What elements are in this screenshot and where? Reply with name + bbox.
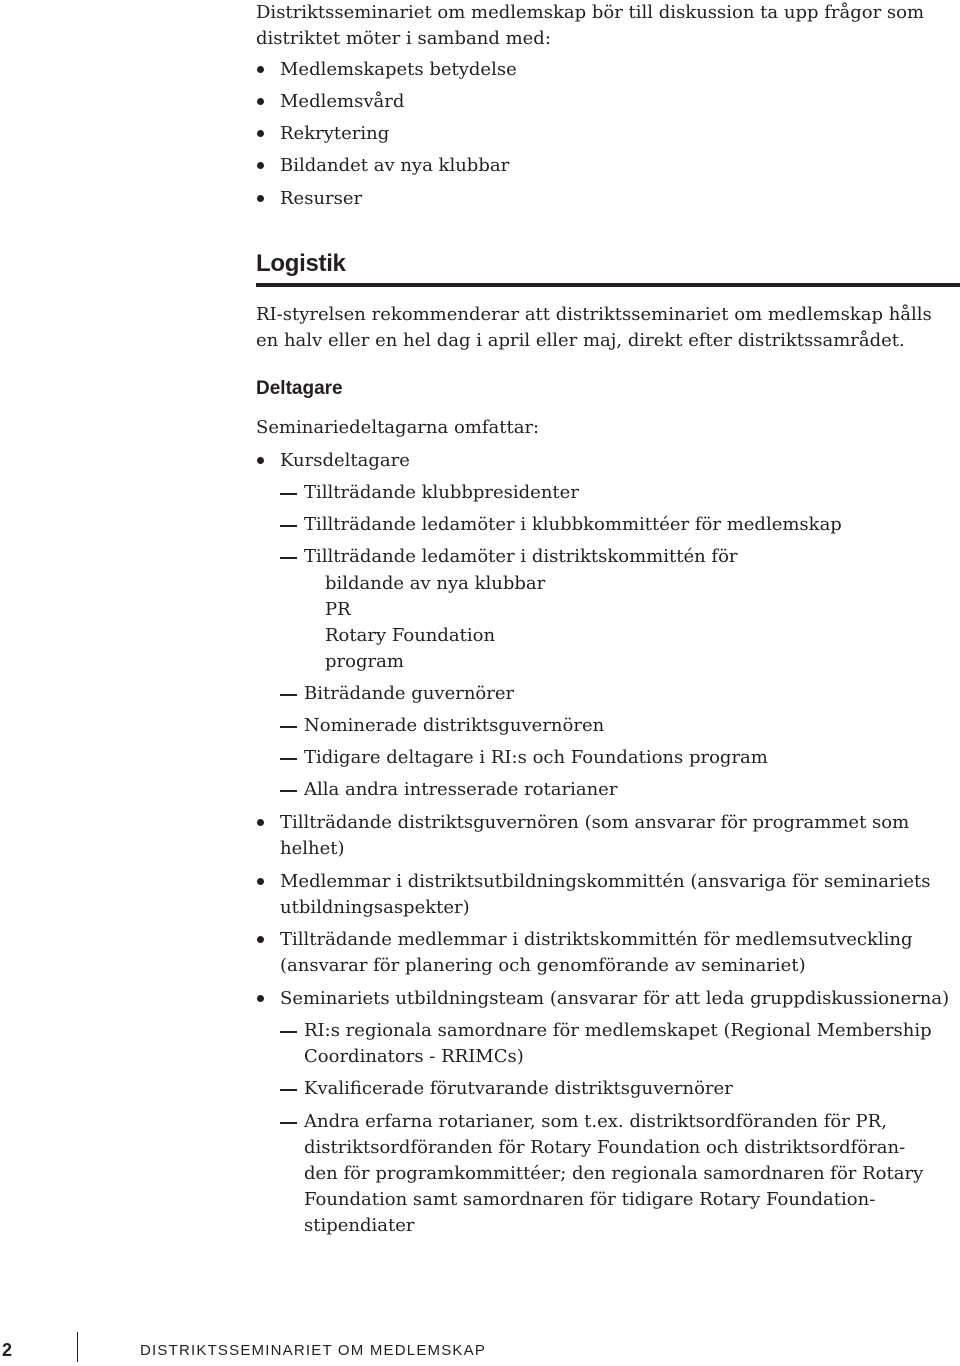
intro-line-1: Distriktsseminariet om medlemskap bör till diskussion ta upp frågor som: [256, 2, 925, 23]
dash-icon: [280, 758, 297, 760]
bullet-icon: [257, 66, 264, 73]
nested-item: program: [325, 651, 404, 672]
dash-icon: [280, 1122, 297, 1124]
logistik-line-2: en halv eller en hel dag i april eller maj, direkt efter distriktssamrådet.: [256, 330, 905, 351]
deltagare-intro: Seminariedeltagarna omfattar:: [256, 417, 540, 438]
page-number: 2: [2, 1340, 13, 1360]
list-item-text: Tillträdande distriktsguvernören (som ansvarar för programmet som: [280, 812, 910, 833]
bullet-icon: [257, 130, 264, 137]
sub-list-item: Biträdande guvernörer: [304, 683, 515, 704]
nested-item: bildande av nya klubbar: [325, 573, 546, 594]
dash-icon: [280, 525, 297, 527]
sub-list-item: Kvalificerade förutvarande distriktsguvernörer: [304, 1078, 733, 1099]
sub-list-item: distriktsordföranden för Rotary Foundation och distriktsordföran-: [304, 1137, 906, 1158]
sub-list-item: Tidigare deltagare i RI:s och Foundations program: [304, 747, 768, 768]
list-item-text: Tillträdande medlemmar i distriktskommittén för medlemsutveckling: [280, 929, 913, 950]
footer-title: DISTRIKTSSEMINARIET OM MEDLEMSKAP: [140, 1342, 487, 1359]
subsection-heading-deltagare: Deltagare: [256, 378, 343, 399]
sub-list-item: stipendiater: [304, 1215, 415, 1236]
nested-item: Rotary Foundation: [325, 625, 496, 646]
footer-divider: [77, 1332, 78, 1362]
nested-item: PR: [325, 599, 351, 620]
sub-list-item: Tillträdande ledamöter i klubbkommittéer för medlemskap: [304, 514, 842, 535]
list-item-text: Seminariets utbildningsteam (ansvarar för att leda gruppdiskussionerna): [280, 988, 950, 1009]
sub-list-item: Tillträdande klubbpresidenter: [304, 482, 579, 503]
bullet-icon: [257, 98, 264, 105]
sub-list-item: Tillträdande ledamöter i distriktskommittén för: [304, 546, 738, 567]
dash-icon: [280, 493, 297, 495]
dash-icon: [280, 557, 297, 559]
list-item-text: Bildandet av nya klubbar: [280, 155, 510, 176]
sub-list-item: Nominerade distriktsguvernören: [304, 715, 605, 736]
sub-list-item: Alla andra intresserade rotarianer: [304, 779, 618, 800]
sub-list-item: Andra erfarna rotarianer, som t.ex. distriktsordföranden för PR,: [304, 1111, 887, 1132]
intro-line-2: distriktet möter i samband med:: [256, 28, 551, 49]
sub-list-item: den för programkommittéer; den regionala samordnaren för Rotary: [304, 1163, 924, 1184]
list-item-text: Medlemmar i distriktsutbildningskommittén (ansvariga för seminariets: [280, 871, 931, 892]
logistik-line-1: RI-styrelsen rekommenderar att distriktsseminariet om medlemskap hålls: [256, 304, 932, 325]
dash-icon: [280, 1089, 297, 1091]
list-item-text: Kursdeltagare: [280, 450, 410, 471]
bullet-icon: [257, 819, 264, 826]
list-item-text: (ansvarar för planering och genomförande av seminariet): [280, 955, 806, 976]
sub-list-item: Foundation samt samordnaren för tidigare Rotary Foundation-: [304, 1189, 876, 1210]
list-item-text: Rekrytering: [280, 123, 390, 144]
section-heading-logistik: Logistik: [256, 250, 346, 277]
list-item-text: Resurser: [280, 188, 363, 209]
bullet-icon: [257, 936, 264, 943]
bullet-icon: [257, 878, 264, 885]
list-item-text: Medlemskapets betydelse: [280, 59, 517, 80]
dash-icon: [280, 790, 297, 792]
list-item-text: Medlemsvård: [280, 91, 405, 112]
dash-icon: [280, 1031, 297, 1033]
bullet-icon: [257, 195, 264, 202]
bullet-icon: [257, 457, 264, 464]
dash-icon: [280, 694, 297, 696]
section-rule: [256, 283, 960, 287]
list-item-text: utbildningsaspekter): [280, 897, 470, 918]
sub-list-item: RI:s regionala samordnare för medlemskapet (Regional Membership: [304, 1020, 932, 1041]
dash-icon: [280, 726, 297, 728]
sub-list-item: Coordinators - RRIMCs): [304, 1046, 524, 1067]
bullet-icon: [257, 162, 264, 169]
list-item-text: helhet): [280, 838, 345, 859]
bullet-icon: [257, 995, 264, 1002]
